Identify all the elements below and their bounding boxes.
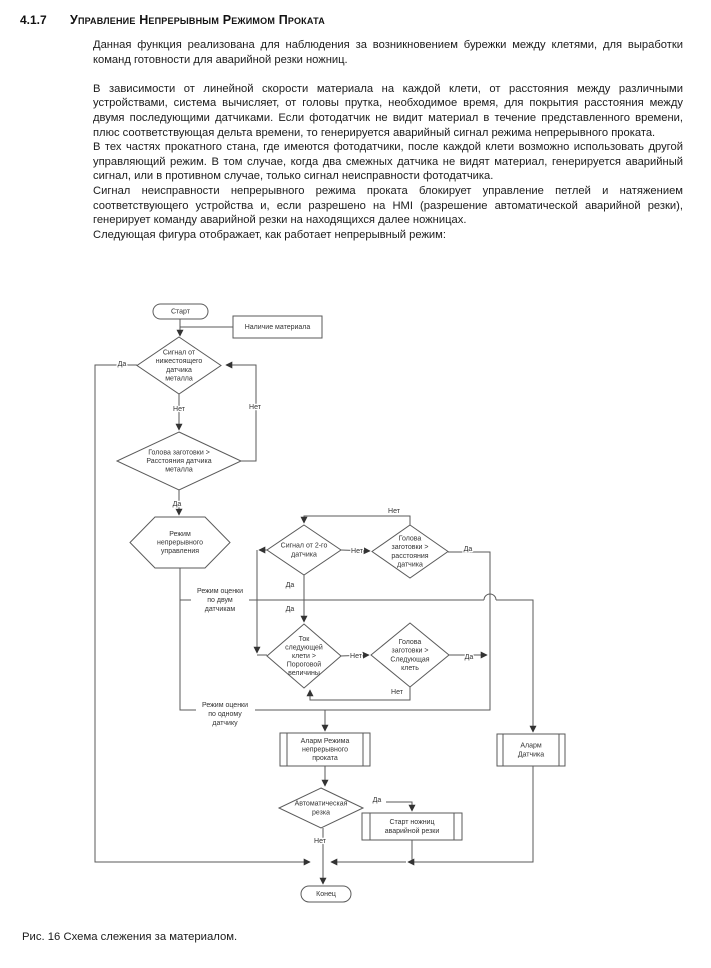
edge-label: Нет	[173, 405, 185, 413]
edge-label: Нет	[351, 547, 363, 555]
edge-connector	[180, 568, 196, 710]
edge-label: Режим оценки по одному датчику	[201, 701, 249, 727]
edge-label: Режим оценки по двум датчикам	[196, 587, 244, 613]
node-label: Ток следующей клети > Пороговой величины	[285, 635, 323, 677]
node-label: Старт ножниц аварийной резки	[384, 818, 440, 835]
node-label: Режим непрерывного управления	[156, 530, 204, 555]
edge-label: Да	[464, 653, 474, 661]
edge-label: Да	[285, 605, 295, 613]
node-label: Сигнал от 2-го датчика	[280, 542, 328, 558]
flowchart-figure	[80, 295, 580, 915]
node-label: Аларм Режима непрерывного проката	[300, 737, 350, 762]
node-label: Наличие материала	[244, 323, 311, 331]
node-label: Аларм Датчика	[517, 742, 545, 758]
node-label: Сигнал от нижестоящего датчика металла	[155, 349, 203, 382]
edge-label: Да	[117, 360, 127, 368]
section-title: Управление Непрерывным Режимом Проката	[70, 13, 325, 27]
edge-label: Нет	[391, 688, 403, 696]
figure-caption: Рис. 16 Схема слежения за материалом.	[22, 931, 238, 943]
edge-label: Нет	[350, 652, 362, 660]
paragraph: Сигнал неисправности непрерывного режима проката блокирует управление петлей и натяжением соответствующего устройства и, если разрешено на HMI (разрешение автоматической аварийной резки), генерирует команду аварийной резки на находящихся далее ножницах.	[93, 184, 683, 227]
paragraph: В зависимости от линейной скорости материала на каждой клети, от расстояния между различными устройствами, система вычисляет, от головы прутка, необходимое время, для покрытия расстояния между двумя последующими датчиками. Если фотодатчик не видит материал в течение представленного времени, плюс соответствующая дельта времени, то генерируется аварийный сигнал режима непрерывного проката.	[93, 82, 683, 139]
edge-label: Да	[285, 581, 295, 589]
node-label: Конец	[316, 890, 336, 898]
edge-label: Да	[463, 545, 473, 553]
edge-label: Да	[372, 796, 382, 804]
node-label: Автоматическая резка	[294, 800, 348, 816]
edge-label: Нет	[249, 403, 261, 411]
node-label: Голова заготовки > расстояния датчика	[391, 535, 429, 568]
node-label: Старт	[170, 308, 191, 315]
edge-connector	[496, 600, 533, 732]
edge-label: Нет	[388, 507, 400, 515]
section-number: 4.1.7	[20, 13, 47, 27]
edge-connector	[304, 516, 410, 525]
paragraph: В тех частях прокатного стана, где имеются фотодатчики, после каждой клети возможно использовать другой управляющий режим. В том случае, когда два смежных датчика не видят материал, генерируется аварийный сигнал, или в противном случае, только сигнал неисправности фотодатчика.	[93, 141, 683, 183]
body-text	[93, 38, 683, 242]
node-label: Голова заготовки > Следующая клеть	[390, 638, 430, 672]
edge-label: Нет	[314, 837, 326, 845]
edge-connector	[255, 552, 490, 710]
node-label: Голова заготовки > Расстояния датчика металла	[146, 448, 212, 474]
edge-connector	[226, 365, 256, 461]
edge-label: Да	[172, 500, 182, 508]
edge-connector	[386, 802, 412, 811]
paragraph: Данная функция реализована для наблюдения за возникновением бурежки между клетями, для выработки команд готовности для аварийной резки ножниц.	[93, 39, 683, 66]
edge-connector	[95, 365, 310, 862]
paragraph: Следующая фигура отображает, как работает непрерывный режим:	[93, 228, 446, 241]
